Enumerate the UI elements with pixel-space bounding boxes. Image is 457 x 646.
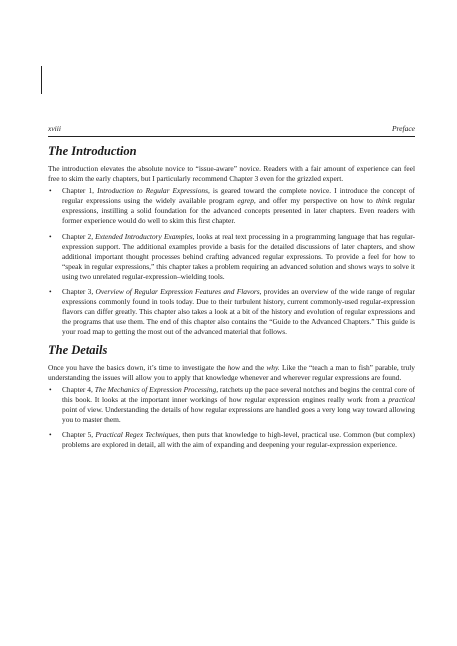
bullet-icon: • [49, 186, 52, 196]
item-text: point of view. Understanding the details of how regular expressions are handled goes a very long way toward allowing you to master them. [62, 404, 415, 424]
bullet-icon: • [49, 287, 52, 297]
item-text: and offer my perspective on how to [255, 196, 376, 206]
details-list [48, 385, 415, 451]
item-text: provides an overview of the wide range of regular expressions commonly found in tools today. Due to their turbulent history, current commonly-used regular-expression flavors can differ greatly. This chapter also takes a look at a bit of the history and evolution of regular expressions and the programs that use them. The end of this chapter also contains the “Guide to the Advanced Chapters.” This guide is your road map to getting the most out of the advanced material that follows. [62, 287, 415, 337]
list-item-chapter-1 [48, 186, 415, 226]
item-text: is geared toward the complete novice. I introduce the concept of regular expressions using the widely available program [62, 186, 415, 206]
bullet-icon: • [49, 384, 52, 394]
details-heading: The Details [48, 342, 108, 357]
item-text: looks at real text processing in a programming language that has regular-expression support. The additional examples provide a basis for the detailed discussions of later chapters, and show additional important thought processes behind crafting advanced regular expressions. To provide a feel for how to “speak in regular expressions,” this chapter takes a problem requiring an advanced solution and shows ways to solve it using two unrelated regular-expression–wielding tools. [62, 231, 415, 281]
chapter-title: Extended Introductory Examples, [95, 231, 195, 241]
running-header [48, 124, 415, 137]
bullet-icon: • [49, 430, 52, 440]
page-number: xviii [48, 124, 61, 133]
list-item-chapter-5 [48, 430, 415, 450]
chapter-title: The Mechanics of Expression Processing, [94, 384, 219, 394]
emphasis-how: how [227, 362, 240, 372]
emphasis-practical: practical [388, 394, 415, 404]
introduction-heading: The Introduction [48, 144, 137, 158]
introduction-paragraph: The introduction elevates the absolute novice to “issue-aware” novice. Readers with a fair amount of experience can feel free to skim the early chapters, but I particularly recommend Chapter 3 even for the grizzled expert. [48, 164, 415, 184]
margin-rule [41, 66, 42, 94]
item-lead: Chapter 2, [62, 231, 96, 241]
paragraph-text: and the [239, 362, 267, 372]
emphasis-think: think [376, 196, 391, 206]
bullet-icon: • [49, 231, 52, 241]
details-paragraph [48, 363, 415, 383]
introduction-list [48, 186, 415, 337]
section-title: Preface [391, 124, 415, 133]
chapter-title: Introduction to Regular Expressions, [97, 186, 210, 196]
paragraph-text: Like the “teach a man to fish” parable, truly understanding the issues will allow you to apply that knowledge whenever and wherever regular expressions are found. [48, 362, 415, 382]
item-text: regular expressions, instilling a solid foundation for the advanced concepts presented in later chapters. Even readers with former experience would do well to skim this first chapter. [62, 196, 416, 226]
item-lead: Chapter 1, [62, 186, 98, 196]
item-text: then puts that knowledge to high-level, practical use. Common (but complex) problems are explored in detail, all with the aim of expanding and deepening your regular-expression experience. [62, 430, 415, 450]
list-item-chapter-4 [48, 385, 415, 425]
item-lead: Chapter 3, [62, 287, 96, 297]
item-lead: Chapter 4, [62, 384, 95, 394]
item-lead: Chapter 5, [62, 430, 96, 440]
page-body [48, 140, 415, 455]
paragraph-text: Once you have the basics down, it’s time to investigate the [48, 362, 228, 372]
list-item-chapter-3 [48, 287, 415, 337]
chapter-title: Practical Regex Techniques, [95, 430, 181, 440]
program-name: egrep, [237, 196, 256, 206]
list-item-chapter-2 [48, 232, 415, 282]
item-text: ratchets up the pace several notches and begins the central core of this book. It looks at the important inner workings of how regular expression engines really work from a [62, 384, 415, 404]
emphasis-why: why. [266, 362, 280, 372]
chapter-title: Overview of Regular Expression Features and Flavors, [95, 287, 262, 297]
